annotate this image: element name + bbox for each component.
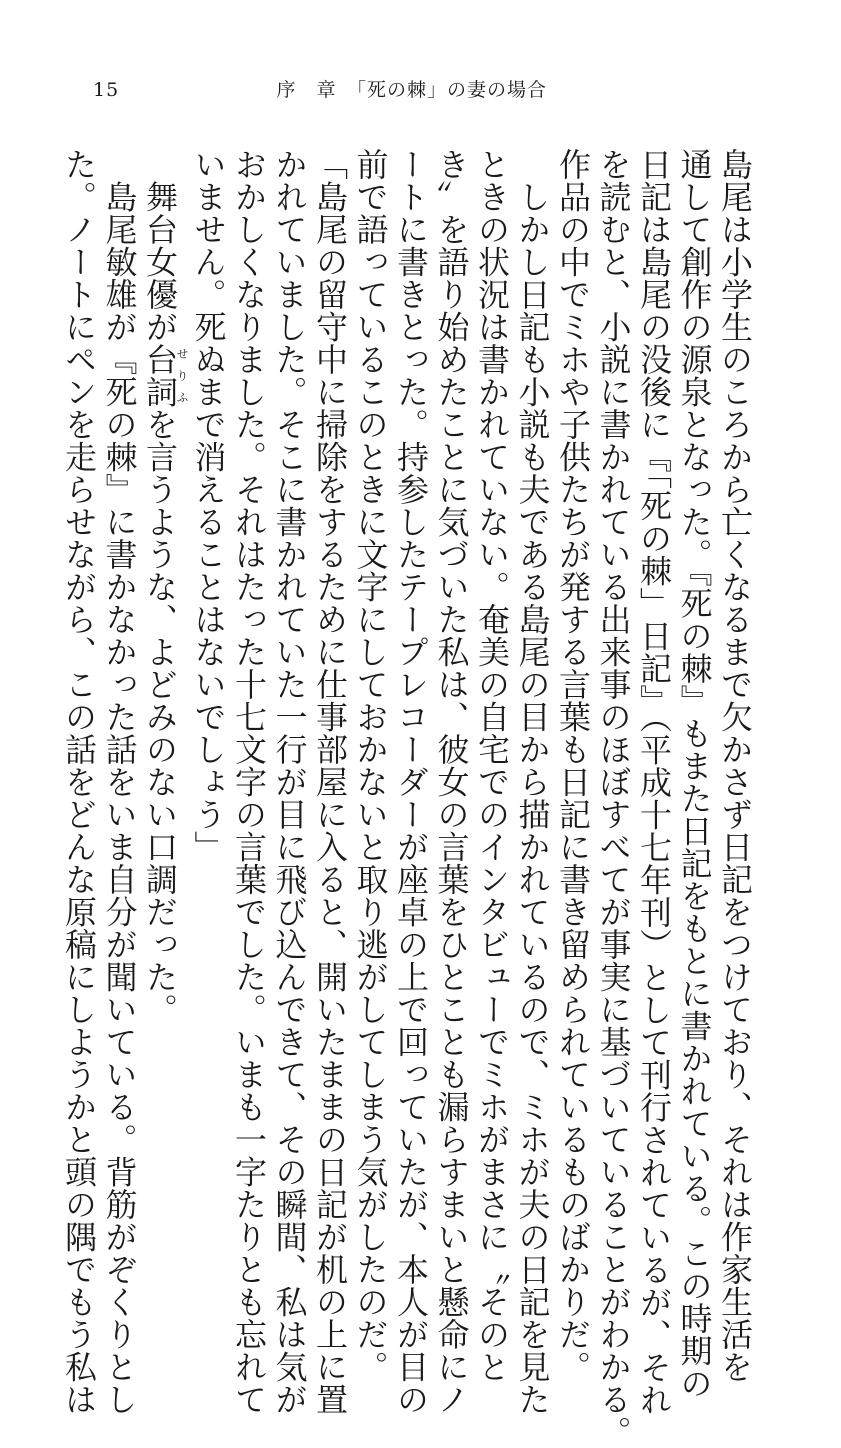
text-line: いません。死ぬまで消えることはないでしょう」: [189, 148, 228, 863]
text-line-with-ruby: 舞台女優が台詞せりふを言うような、よどみのない口調だった。: [141, 148, 189, 1026]
text-line: き〟を語り始めたことに気づいた私は、彼女の言葉をひとことも漏らすまいと懸命にノ: [432, 148, 471, 1416]
text-line: 前で語っているこのときに文字にしておかないと取り逃がしてしまう気がしたのだ。: [351, 148, 390, 1383]
text-line: おかしくなりました。それはたった十七文字の言葉でした。いまも一字たりとも忘れて: [230, 148, 268, 1416]
body-text: [60, 148, 755, 1448]
text-line: を読むと、小説に書かれている出来事のほぼすべてが事実に基づいていることがわかる。: [594, 148, 633, 1448]
running-title: 序 章 「死の棘」の妻の場合: [276, 79, 547, 101]
text-line: 日記は島尾の没後に『「死の棘」日記』（平成十七年刊）として刊行されているが、それ: [635, 148, 673, 1416]
page-header: [0, 76, 841, 108]
text-line: た。ノートにペンを走らせながら、この話をどんな原稿にしようかと頭の隅でもう私は: [60, 148, 98, 1416]
text-line: かれていました。そこに書かれていた一行が目に飛び込んできて、その瞬間、私は気が: [270, 148, 309, 1416]
text-line: しかし日記も小説も夫である島尾の目から描かれているので、ミホが夫の日記を見た: [513, 148, 552, 1416]
text-line: 「島尾の留守中に掃除をするために仕事部屋に入ると、開いたままの日記が机の上に置: [311, 148, 349, 1416]
text-line: 作品の中でミホや子供たちが発する言葉も日記に書き留められているものばかりだ。: [554, 148, 592, 1383]
text-line: ときの状況は書かれていない。奄美の自宅でのインタビューでミホがまさに〝そのと: [473, 148, 511, 1383]
ruby-word: 台詞せりふ: [141, 343, 189, 408]
text-line: 通して創作の源泉となった。『死の棘』もまた日記をもとに書かれている。この時期の: [675, 148, 714, 1400]
text-line: ートに書きとった。持参したテープレコーダーが座卓の上で回っていたが、本人が目の: [392, 148, 430, 1416]
page-number: 15: [93, 79, 120, 101]
text-line: 島尾敏雄が『死の棘』に書かなかった話をいま自分が聞いている。背筋がぞくりとし: [100, 148, 139, 1416]
text-line: 島尾は小学生のころから亡くなるまで欠かさず日記をつけており、それは作家生活を: [716, 148, 754, 1383]
ruby-reading: せりふ: [175, 343, 189, 408]
